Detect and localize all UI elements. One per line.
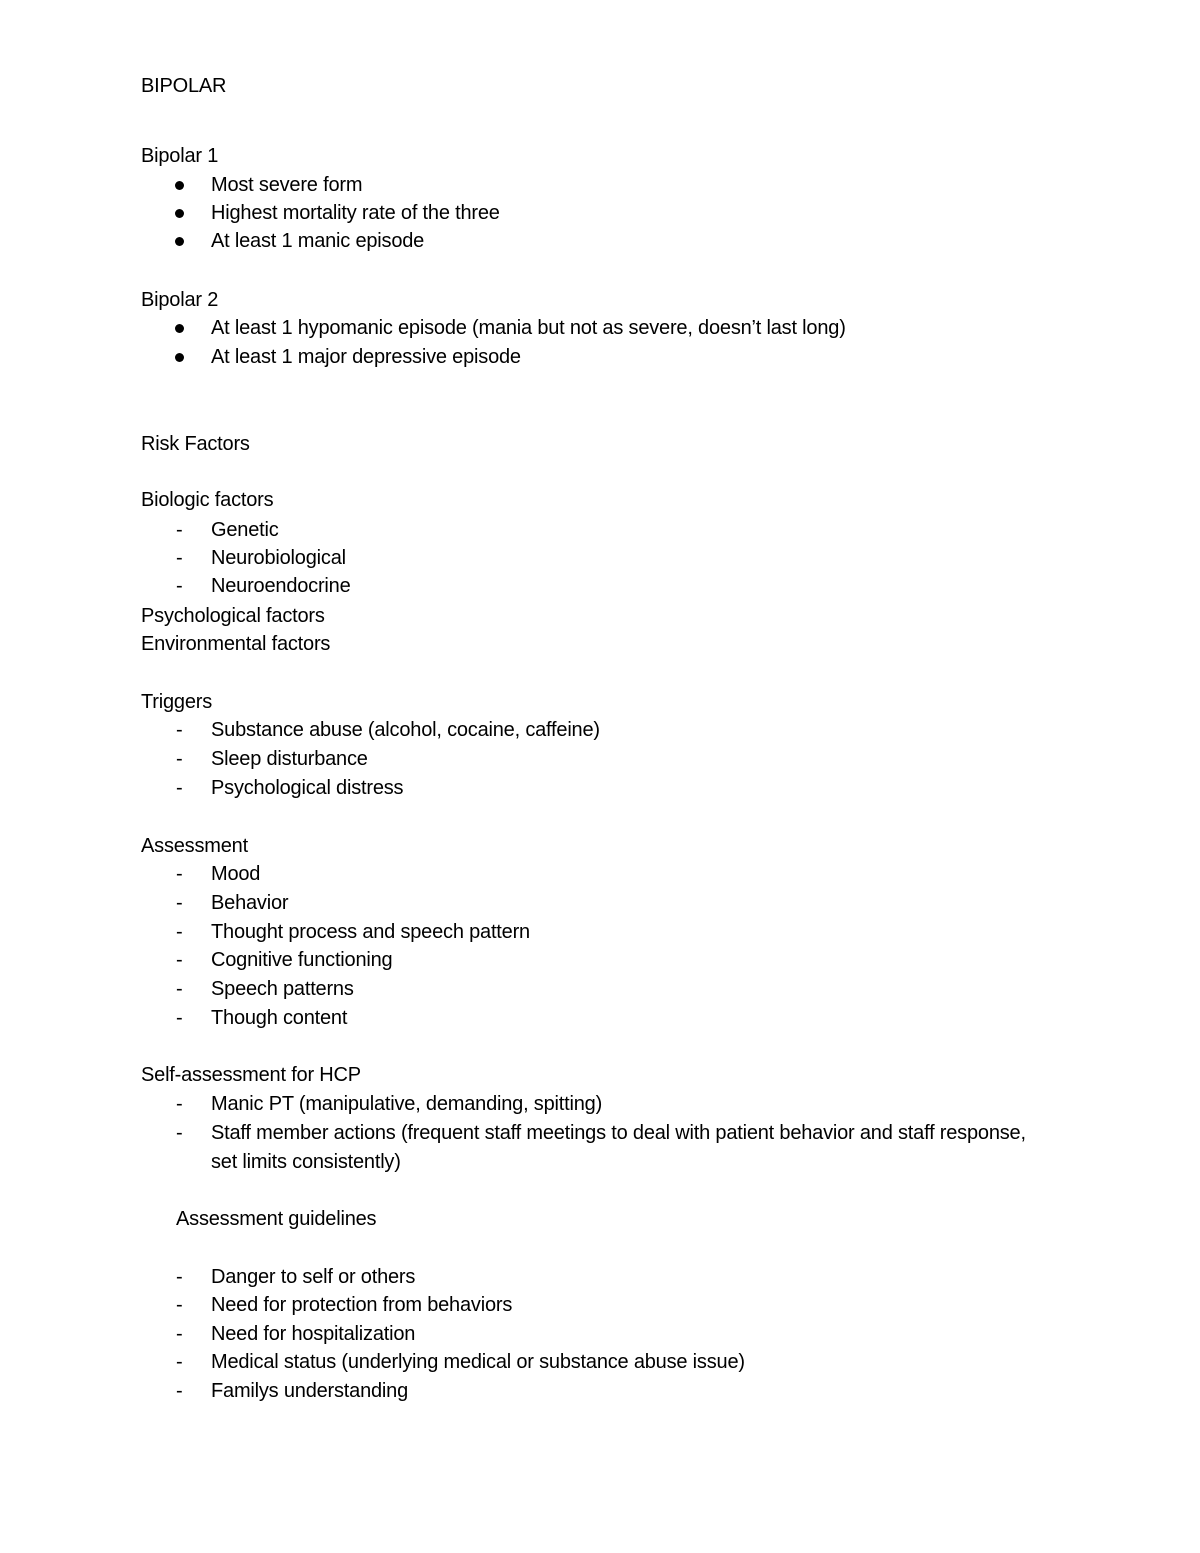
psychological-factors-heading: Psychological factors <box>141 605 325 627</box>
dash-marker: - <box>176 1093 183 1115</box>
list-item: Staff member actions (frequent staff meetings to deal with patient behavior and staff response, set limits consistently) <box>211 1122 1026 1173</box>
list-item: Medical status (underlying medical or substance abuse issue) <box>211 1351 745 1373</box>
list-item: Substance abuse (alcohol, cocaine, caffeine) <box>211 719 600 741</box>
assessment-heading: Assessment <box>141 835 248 857</box>
list-item: Need for protection from behaviors <box>211 1294 513 1316</box>
dash-marker: - <box>176 978 183 1000</box>
dash-marker: - <box>176 892 183 914</box>
environmental-factors-heading: Environmental factors <box>141 633 331 655</box>
list-item: Cognitive functioning <box>211 949 393 971</box>
list-item: Genetic <box>211 519 279 541</box>
bullet-dot <box>175 181 184 190</box>
list-item: At least 1 manic episode <box>211 230 425 252</box>
list-item: At least 1 hypomanic episode (mania but not as severe, doesn’t last long) <box>211 317 846 339</box>
list-item: Neurobiological <box>211 547 346 569</box>
list-item: Most severe form <box>211 174 363 196</box>
list-item: Behavior <box>211 892 289 914</box>
bipolar1-heading: Bipolar 1 <box>141 145 219 167</box>
list-item: Neuroendocrine <box>211 575 351 597</box>
dash-marker: - <box>176 1294 183 1316</box>
dash-marker: - <box>176 1266 183 1288</box>
list-item: Sleep disturbance <box>211 748 368 770</box>
list-item: Highest mortality rate of the three <box>211 202 500 224</box>
dash-marker: - <box>176 1351 183 1373</box>
biologic-factors-heading: Biologic factors <box>141 489 274 511</box>
dash-marker: - <box>176 1122 183 1144</box>
dash-marker: - <box>176 719 183 741</box>
list-item: Though content <box>211 1007 348 1029</box>
list-item: Speech patterns <box>211 978 354 1000</box>
dash-marker: - <box>176 1380 183 1402</box>
list-item: Mood <box>211 863 261 885</box>
list-item: Familys understanding <box>211 1380 409 1402</box>
dash-marker: - <box>176 748 183 770</box>
list-item: Psychological distress <box>211 777 404 799</box>
self-assessment-heading: Self-assessment for HCP <box>141 1064 361 1086</box>
dash-marker: - <box>176 949 183 971</box>
dash-marker: - <box>176 863 183 885</box>
bullet-dot <box>175 209 184 218</box>
bullet-dot <box>175 353 184 362</box>
list-item: Need for hospitalization <box>211 1323 416 1345</box>
bullet-dot <box>175 237 184 246</box>
triggers-heading: Triggers <box>141 691 213 713</box>
bullet-dot <box>175 324 184 333</box>
list-item: Thought process and speech pattern <box>211 921 530 943</box>
dash-marker: - <box>176 777 183 799</box>
document-title: BIPOLAR <box>141 75 227 97</box>
list-item: Manic PT (manipulative, demanding, spitting) <box>211 1093 603 1115</box>
dash-marker: - <box>176 1323 183 1345</box>
risk-factors-heading: Risk Factors <box>141 433 250 455</box>
dash-marker: - <box>176 575 183 597</box>
dash-marker: - <box>176 547 183 569</box>
list-item: At least 1 major depressive episode <box>211 346 521 368</box>
dash-marker: - <box>176 519 183 541</box>
dash-marker: - <box>176 1007 183 1029</box>
bipolar2-heading: Bipolar 2 <box>141 289 219 311</box>
assessment-guidelines-heading: Assessment guidelines <box>176 1208 377 1230</box>
list-item: Danger to self or others <box>211 1266 416 1288</box>
dash-marker: - <box>176 921 183 943</box>
